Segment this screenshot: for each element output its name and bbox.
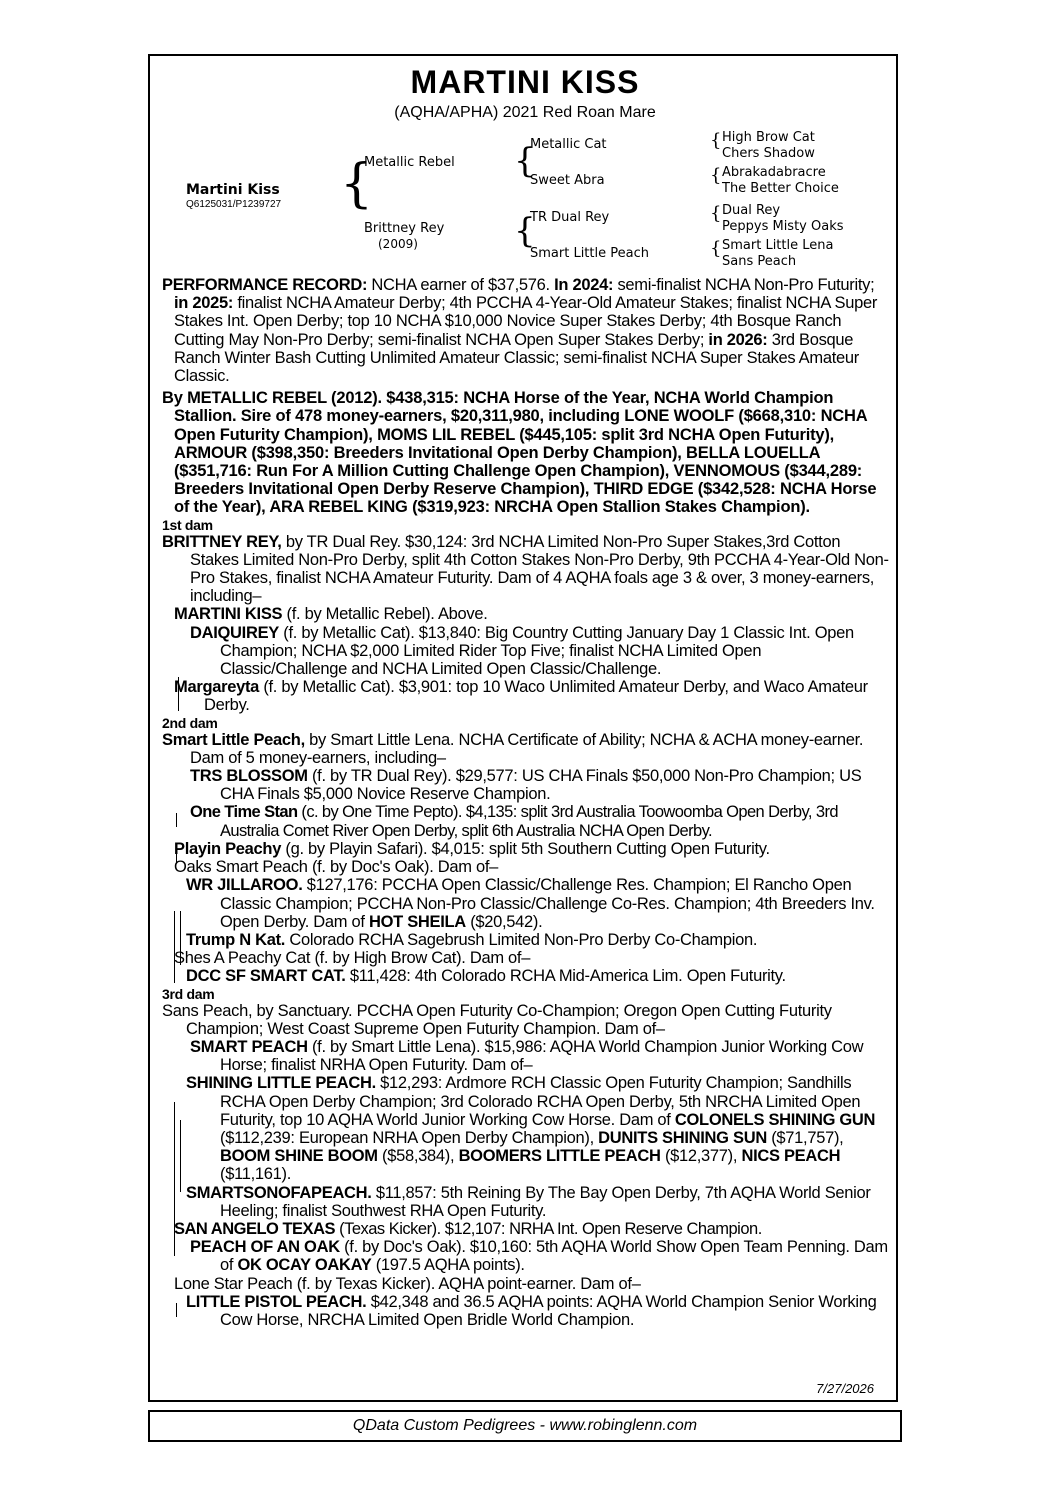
section-label-1st-dam: 1st dam [162,516,213,533]
produce-entry: SAN ANGELO TEXAS (Texas Kicker). $12,107: NRHA Int. Open Reserve Champion. [174,1219,762,1238]
produce-entry: SHINING LITTLE PEACH. $12,293: Ardmore RCH Classic Open Futurity Champion; Sandhills RCHA Open Derby Champion; 3rd Colorado RCHA Open Derby, 5th NRCHA Limited Open Futurity, top 10 AQHA World Junior Working Cow Horse. Dam of COLONELS SHINING GUN ($112,239: European NRHA Open Derby Champion), DUNITS SHINING SUN ($71,757), BOOM SHINE BOOM ($58,384), BOOMERS LITTLE PEACH ($12,377), NICS PEACH ($11,161). [186,1074,876,1184]
produce-entry: Trump N Kat. Colorado RCHA Sagebrush Limited Non-Pro Derby Co-Champion. [186,930,758,949]
footer [148,1410,902,1442]
produce-entry: DAIQUIREY (f. by Metallic Cat). $13,840: Big Country Cutting January Day 1 Classic Int. Open Champion; NCHA $2,000 Limited Rider Top Five; finalist NCHA Limited Open Classic/Challenge and NCHA Limited Open Classic/Challenge. [190,623,854,679]
registration-number: Q6125031/P1239727 [186,199,282,210]
produce-bar [178,677,179,711]
performance-record: PERFORMANCE RECORD: NCHA earner of $37,576. In 2024: semi-finalist NCHA Non-Pro Futurity; in 2025: finalist NCHA Amateur Derby; 4th PCCHA 4-Year-Old Amateur Stakes; finalist NCHA Super Stakes Int. Open Derby; top 10 NCHA $10,000 Novice Super Stakes Derby; 4th Bosque Ranch Cutting May Non-Pro Derby; semi-finalist NCHA Open Super Stakes Derby; in 2026: 3rd Bosque Ranch Winter Bash Cutting Unlimited Amateur Classic; semi-finalist NCHA Super Stakes Amateur Classic. [162,276,878,386]
produce-bar [180,911,181,965]
brace-icon: { [514,141,536,181]
footer-credit: QData Custom Pedigrees - www.robinglenn.com [352,1417,698,1434]
produce-bar [176,813,177,827]
brace-icon: { [710,238,722,259]
produce-bar [176,1303,177,1317]
produce-entry: Playin Peachy (g. by Playin Safari). $4,015: split 5th Southern Cutting Open Futurity. [174,839,770,858]
great-grandparent: High Brow Cat [722,130,815,145]
third-dam: Sans Peach, by Sanctuary. PCCHA Open Futurity Co-Champion; Oregon Open Cutting Futurity Champion; West Coast Supreme Open Futurity Champion. Dam of– [162,1001,832,1038]
catalog-text [162,276,892,1329]
dam-year: (2009) [378,237,418,251]
great-grandparent: Sans Peach [722,254,797,269]
page-subtitle: (AQHA/APHA) 2021 Red Roan Mare [394,104,656,121]
produce-entry: SMART PEACH (f. by Smart Little Lena). $15,986: AQHA World Champion Junior Working Cow Horse; finalist NRHA Open Futurity. Dam of– [190,1037,864,1075]
sire-sire: Metallic Cat [530,137,607,152]
produce-entry: LITTLE PISTOL PEACH. $42,348 and 36.5 AQHA points: AQHA World Champion Senior Working Cow Horse, NRCHA Limited Open Bridle World Champion. [186,1292,877,1329]
produce-bar [180,1120,181,1192]
page-title: MARTINI KISS [410,64,640,100]
dam: Brittney Rey [364,221,445,236]
brace-icon: { [340,154,374,214]
produce-bar [174,911,175,983]
produce-entry: MARTINI KISS (f. by Metallic Rebel). Above. [174,605,488,624]
produce-entry: SMARTSONOFAPEACH. $11,857: 5th Reining By The Bay Open Derby, 7th AQHA World Senior Heeling; finalist Southwest RHA Open Futurity. [186,1183,871,1220]
produce-entry: Lone Star Peach (f. by Texas Kicker). AQHA point-earner. Dam of– [174,1274,641,1293]
section-label-3rd-dam: 3rd dam [162,985,215,1002]
produce-bar [174,1102,175,1256]
sire-record: By METALLIC REBEL (2012). $438,315: NCHA Horse of the Year, NCHA World Champion Stallion. Sire of 478 money-earners, $20,311,980, including LONE WOOLF ($668,310: NCHA Open Futurity Champion), MOMS LIL REBEL ($445,105: split 3rd NCHA Open Futurity), ARMOUR ($398,350: Breeders Invitational Open Derby Champion), BELLA LOUELLA ($351,716: Run For A Million Cutting Challenge Open Champion), VENNOMOUS ($344,289: Breeders Invitational Open Derby Reserve Champion), THIRD EDGE ($342,528: NCHA Horse of the Year), ARA REBEL KING ($319,923: NRCHA Open Stallion Stakes Champion). [162,389,877,517]
brace-icon: { [514,211,536,251]
brace-icon: { [710,203,722,224]
produce-bar [176,849,177,863]
great-grandparent: The Better Choice [722,181,839,196]
great-grandparent: Peppys Misty Oaks [722,219,844,234]
produce-entry: WR JILLAROO. $127,176: PCCHA Open Classic/Challenge Res. Champion; El Rancho Open Classic Champion; PCCHA Non-Pro Classic/Challenge Co-Res. Champion; 4th Breeders Inv. Open Derby. Dam of HOT SHEILA ($20,542). [186,876,875,931]
section-label-2nd-dam: 2nd dam [162,714,218,731]
produce-entry: Shes A Peachy Cat (f. by High Brow Cat). Dam of– [174,949,531,968]
great-grandparent: Smart Little Lena [722,238,834,253]
sire-dam: Sweet Abra [530,173,605,188]
first-dam: BRITTNEY REY, by TR Dual Rey. $30,124: 3rd NCHA Limited Non-Pro Super Stakes,3rd Cotton Stakes Limited Non-Pro Derby, split 4th Cotton Stakes Non-Pro Derby, 9th PCCHA 4-Year-Old Non-Pro Stakes, finalist NCHA Amateur Futurity. Dam of 4 AQHA foals age 3 & over, 3 money-earners, including– [162,532,889,606]
produce-entry: PEACH OF AN OAK (f. by Doc's Oak). $10,160: 5th AQHA World Show Open Team Penning. Dam of OK OCAY OAKAY (197.5 AQHA points). [190,1238,888,1275]
pedigree-page [148,54,898,1402]
great-grandparent: Chers Shadow [722,146,815,161]
dam-sire: TR Dual Rey [530,210,610,225]
produce-entry: One Time Stan (c. by One Time Pepto). $4,135: split 3rd Australia Toowoomba Open Derby, 3rd Australia Comet River Open Derby, split 6th Australia NCHA Open Derby. [190,803,838,840]
produce-entry: Margareyta (f. by Metallic Cat). $3,901: top 10 Waco Unlimited Amateur Derby, and Waco Amateur Derby. [174,678,868,715]
second-dam: Smart Little Peach, by Smart Little Lena. NCHA Certificate of Ability; NCHA & ACHA money-earner. Dam of 5 money-earners, including– [162,730,864,767]
great-grandparent: Abrakadabracre [722,165,826,180]
brace-icon: { [710,165,722,186]
print-date: 7/27/2026 [816,1381,874,1396]
produce-entry: Oaks Smart Peach (f. by Doc's Oak). Dam of– [174,858,499,877]
produce-entry: DCC SF SMART CAT. $11,428: 4th Colorado RCHA Mid-America Lim. Open Futurity. [186,967,786,986]
pedigree-horse: Martini Kiss [186,182,280,198]
sire: Metallic Rebel [364,155,455,170]
great-grandparent: Dual Rey [722,203,781,218]
produce-entry: TRS BLOSSOM (f. by TR Dual Rey). $29,577: US CHA Finals $50,000 Non-Pro Champion; US CHA Finals $5,000 Novice Reserve Champion. [190,767,862,804]
dam-dam: Smart Little Peach [530,246,649,261]
brace-icon: { [710,130,722,151]
